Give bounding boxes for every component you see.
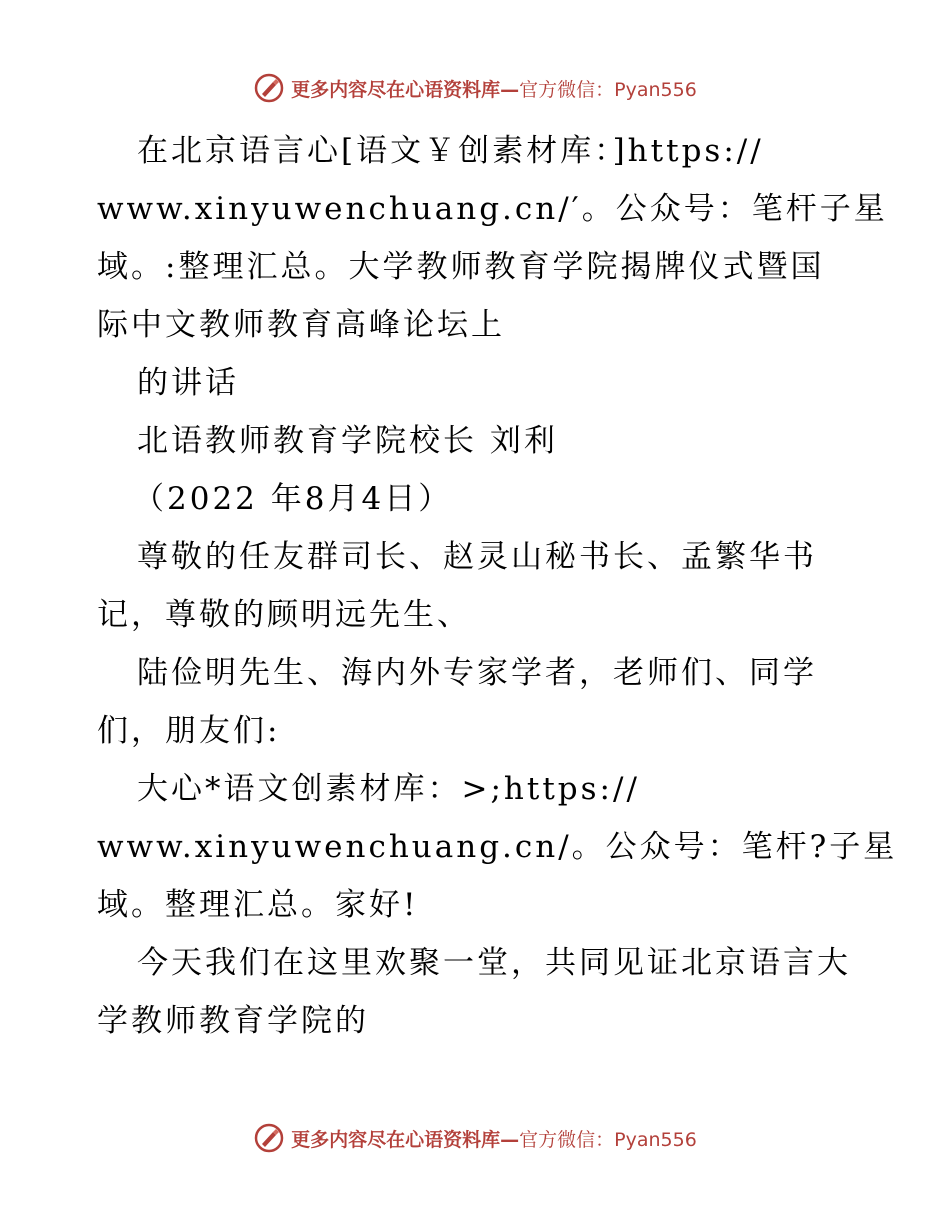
body-line: 际中文教师教育高峰论坛上 bbox=[97, 307, 505, 343]
header-banner bbox=[0, 72, 950, 104]
body-line: 尊敬的任友群司长、赵灵山秘书长、孟繁华书 bbox=[137, 539, 817, 575]
footer-banner-text: 更多内容尽在心语资料库—官方微信：Pyan556 bbox=[291, 1128, 697, 1151]
body-line: 在北京语言心[语文￥创素材库：]https:// bbox=[137, 133, 764, 169]
body-line: www.xinyuwenchuang.cn/′。公众号：笔杆子星 bbox=[97, 191, 888, 227]
pen-logo-icon bbox=[253, 1122, 285, 1154]
header-banner-text: 更多内容尽在心语资料库—官方微信：Pyan556 bbox=[291, 78, 697, 101]
body-line: 记，尊敬的顾明远先生、 bbox=[97, 597, 471, 633]
body-line: 北语教师教育学院校长 刘利 bbox=[137, 423, 558, 459]
footer-banner bbox=[0, 1122, 950, 1154]
body-line: 域。:整理汇总。大学教师教育学院揭牌仪式暨国 bbox=[97, 249, 825, 285]
body-line: www.xinyuwenchuang.cn/。公众号：笔杆?子星 bbox=[97, 829, 898, 865]
body-line: 域。整理汇总。家好! bbox=[97, 887, 419, 923]
body-line: （2022 年8月4日） bbox=[133, 481, 453, 517]
pen-logo-icon bbox=[253, 72, 285, 104]
body-line: 们，朋友们: bbox=[97, 713, 281, 749]
document-body bbox=[97, 122, 898, 1050]
body-line: 学教师教育学院的 bbox=[97, 1003, 369, 1039]
body-line: 的讲话 bbox=[137, 365, 239, 401]
body-line: 今天我们在这里欢聚一堂，共同见证北京语言大 bbox=[137, 945, 851, 981]
body-line: 陆俭明先生、海内外专家学者，老师们、同学 bbox=[137, 655, 817, 691]
body-line: 大心*语文创素材库：>;https:// bbox=[137, 771, 640, 807]
